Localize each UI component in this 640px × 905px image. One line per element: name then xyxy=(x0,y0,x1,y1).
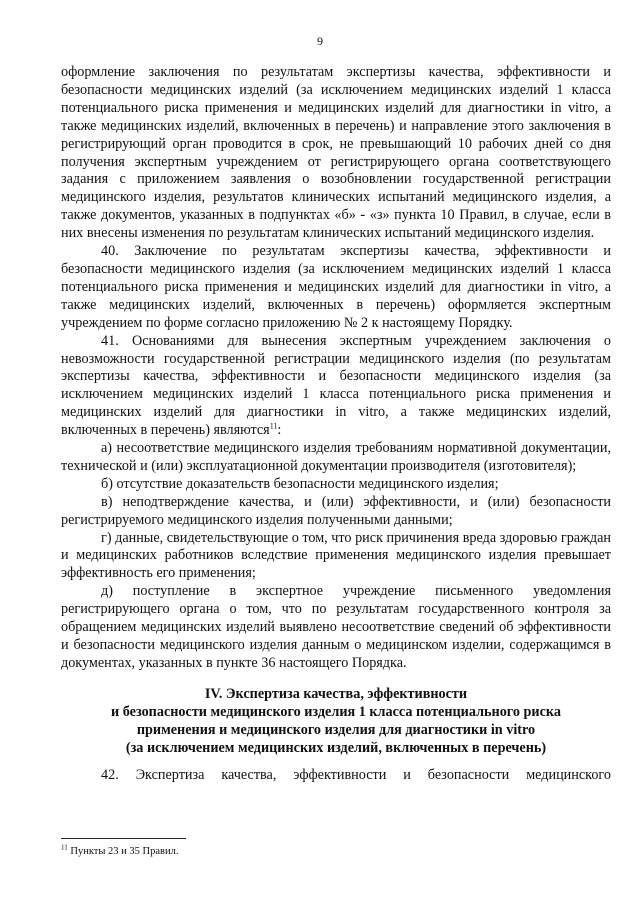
list-item-v: в) неподтверждение качества, и (или) эффективности, и (или) безопасности регистрируемого медицинского изделия полученными данными; xyxy=(61,493,611,528)
list-item-b: б) отсутствие доказательств безопасности медицинского изделия; xyxy=(101,475,499,492)
footnote-reference: 11 xyxy=(269,421,278,431)
paragraph-40: 40. Заключение по результатам экспертизы качества, эффективности и безопасности медицинского изделия (за исключением медицинских изделий 1 класса потенциального риска применения и медицинских изделий для диагностики in vitro, а также медицинских изделий, включенных в перечень) оформляется экспертным учреждением по форме согласно приложению № 2 к настоящему Порядку. xyxy=(61,243,611,331)
document-body xyxy=(61,64,611,785)
footnote-mark: 11 xyxy=(61,843,68,852)
paragraph-continuation: оформление заключения по результатам экспертизы качества, эффективности и безопасности медицинских изделий (за исключением медицинских изделий 1 класса потенциального риска применения и медицинских изделий для диагностики in vitro, а также медицинских изделий, включенных в перечень) и направление этого заключения в регистрирующий орган проводится в срок, не превышающий 10 рабочих дней со дня получения экспертным учреждением от регистрирующего органа соответствующего задания с приложением заявления о возобновлении государственной регистрации медицинского изделия, результатов клинических испытаний медицинского изделия, а также документов, указанных в подпунктах «б» - «з» пункта 10 Правил, в случае, если в них внесены изменения по результатам клинических испытаний медицинского изделия. xyxy=(61,64,611,242)
page-number: 9 xyxy=(317,34,323,48)
section-heading-line-1: IV. Экспертиза качества, эффективности xyxy=(204,685,468,702)
list-item-g: г) данные, свидетельствующие о том, что риск причинения вреда здоровью граждан и медицинских работников вследствие применения медицинского изделия превышает эффективность его применения; xyxy=(61,529,611,582)
section-heading-line-3: применения и медицинского изделия для диагностики in vitro xyxy=(136,722,536,739)
list-item-d: д) поступление в экспертное учреждение письменного уведомления регистрирующего органа о том, что по результатам государственного контроля за обращением медицинских изделий выявлено несоответствие сведений об эффективности и безопасности медицинского изделия данным о медицинском изделии, содержащимся в документах, указанных в пункте 36 настоящего Порядка. xyxy=(61,583,611,671)
section-heading-line-4: (за исключением медицинских изделий, включенных в перечень) xyxy=(125,740,547,757)
footnote-divider xyxy=(61,838,186,839)
paragraph-41-end: : xyxy=(277,422,282,439)
paragraph-41-text: 41. Основаниями для вынесения экспертным учреждением заключения о невозможности государственной регистрации медицинского изделия (по результатам экспертизы качества, эффективности и безопасности медицинского изделия (за исключением медицинских изделий 1 класса потенциального риска применения и медицинских изделий для диагностики in vitro, а также медицинских изделий, включенных в перечень) являются xyxy=(61,332,611,439)
list-item-a: а) несоответствие медицинского изделия требованиям нормативной документации, технической и (или) эксплуатационной документации производителя (изготовителя); xyxy=(61,440,611,474)
section-heading xyxy=(61,685,611,758)
paragraph-42: 42. Экспертиза качества, эффективности и безопасности медицинского xyxy=(101,766,611,783)
section-heading-line-2: и безопасности медицинского изделия 1 класса потенциального риска xyxy=(111,704,561,721)
footnote xyxy=(61,845,461,858)
paragraph-41 xyxy=(61,333,611,440)
footnote-text: Пункты 23 и 35 Правил. xyxy=(67,846,179,857)
